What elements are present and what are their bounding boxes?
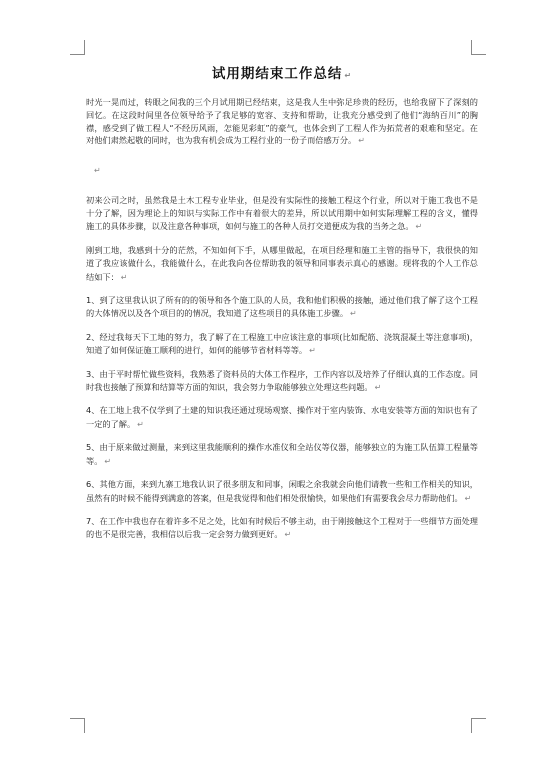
paragraph-mark-icon: ↵ — [309, 346, 316, 356]
list-item-2: 2、经过我每天下工地的努力，我了解了在工程施工中应该注意的事项(比如配筋、浇筑混凝土等注意事项)，知道了如何保证施工顺利的进行，如何的能够节省材料等等。 ↵ — [86, 331, 478, 356]
paragraph-mark-icon: ↵ — [415, 222, 423, 232]
margin-corner-bottom-left — [70, 718, 85, 733]
paragraph-mark-icon: ↵ — [104, 456, 112, 466]
paragraph-mark-icon: ↵ — [374, 383, 382, 393]
document-body[interactable] — [86, 62, 478, 542]
list-item-4: 4、在工地上我不仅学到了土建的知识我还通过现场观察、操作对于室内装饰、水电安装等方面的知识也有了一定的了解。 ↵ — [86, 405, 478, 429]
list-item-1: 1、到了这里我认识了所有的的领导和各个施工队的人员，我和他们积极的接触，通过他们我了解了这个工程的大体情况以及各个项目的的情况，我知道了这些项目的具体施工步骤。 ↵ — [86, 295, 478, 319]
paragraph-mark-icon: ↵ — [284, 530, 292, 540]
paragraph-beginning: 初来公司之时，虽然我是土木工程专业毕业，但是没有实际性的接触工程这个行业，所以对于施工我也不是十分了解，因为理论上的知识与实际工作中有着很大的差异，所以试用期中如何实际理解工程的含义，懂得施工的具体步骤，以及注意各种事项，如何与施工的各种人员打交道便成为我的当务之急。 ↵ — [86, 194, 478, 232]
list-item-7: 7、在工作中我也存在着许多不足之处，比如有时候后不够主动，由于刚接触这个工程对于一些细节方面处理的也不是很完善，我相信以后我一定会努力做到更好。 ↵ — [86, 515, 478, 540]
paragraph-mark-icon: ↵ — [358, 136, 365, 146]
paragraph-mark-icon: ↵ — [94, 166, 101, 176]
paragraph-mark-icon: ↵ — [344, 71, 353, 80]
paragraph-mark-icon: ↵ — [350, 309, 357, 319]
margin-corner-top-right — [471, 40, 486, 55]
document-title: 试用期结束工作总结 ↵ — [211, 66, 353, 82]
paragraph-arrival: 刚到工地，我感到十分的茫然，不知如何下手，从哪里做起，在项目经理和施工主管的指导下，我很快的知道了我应该做什么，我能做什么，在此我向各位帮助我的领导和同事表示真心的感谢。现将我的个人工作总结如下： ↵ — [86, 244, 478, 282]
paragraph-mark-icon: ↵ — [464, 493, 472, 503]
paragraph-mark-icon: ↵ — [137, 419, 144, 429]
paragraph-intro: 时光一晃而过，转眼之间我的三个月试用期已经结束，这是我人生中弥足珍贵的经历，也给我留下了深刻的回忆。在这段时间里各位领导给予了我足够的宽容、支持和帮助，让我充分感受到了他们“海纳百川”的胸襟，感受到了做工程人“不经历风雨，怎能见彩虹”的豪气，也体会到了工程人作为拓荒者的艰难和坚定。在对他们肃然起敬的同时，也为我有机会成为工程行业的一份子而倍感万分。 ↵ — [86, 97, 478, 146]
paragraph-mark-icon: ↵ — [120, 272, 128, 282]
margin-corner-bottom-right — [471, 718, 486, 733]
margin-corner-top-left — [70, 40, 85, 55]
list-item-5: 5、由于原来做过测量，来到这里我能顺利的操作水准仪和全站仪等仪器，能够独立的为施工队伍算工程量等等。 ↵ — [86, 442, 478, 466]
empty-paragraph — [86, 164, 478, 177]
list-item-3: 3、由于平时帮忙做些资料，我熟悉了资料员的大体工作程序，工作内容以及培养了仔细认真的工作态度。同时我也接触了预算和结算等方面的知识，我会努力争取能够独立处理这些问题。 ↵ — [86, 368, 478, 393]
list-item-6: 6、其他方面，来到九寨工地我认识了很多朋友和同事，闲暇之余我就会向他们请教一些和工作相关的知识，虽然有的时候不能得到满意的答案，但是我觉得和他们相处很愉快，如果他们有需要我会尽力帮助他们。 ↵ — [86, 479, 478, 503]
